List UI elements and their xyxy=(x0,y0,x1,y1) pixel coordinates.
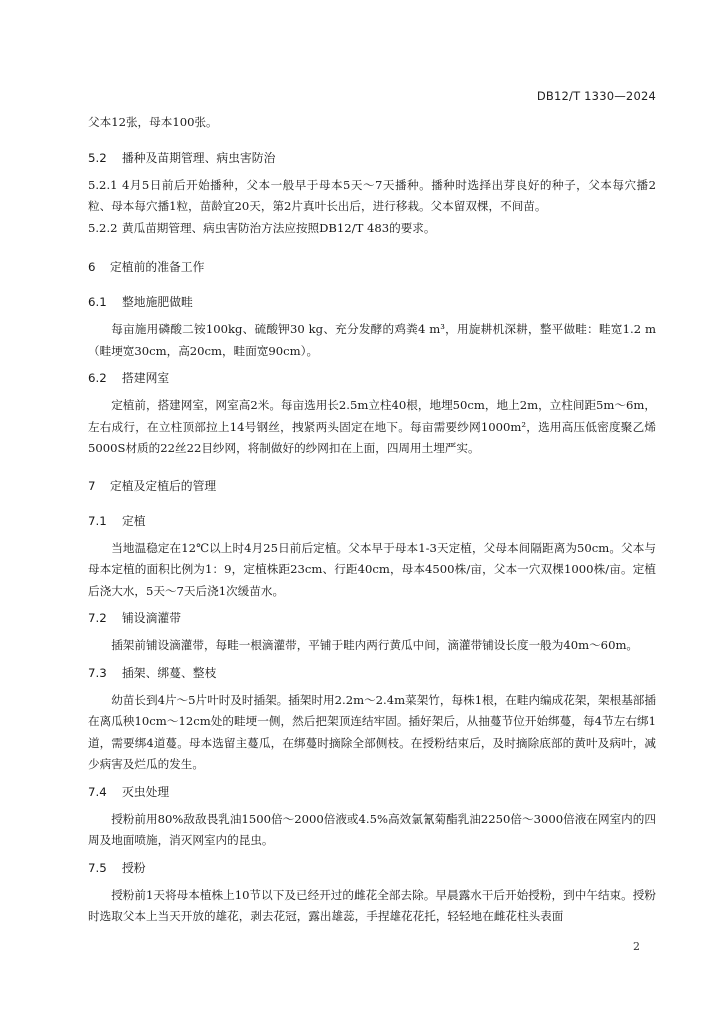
section-number: 6.1 xyxy=(88,295,107,309)
section-7-5-heading xyxy=(88,858,656,879)
clause-5-2-1 xyxy=(88,175,656,218)
paragraph-7-2: 插架前铺设滴灌带，每畦一根滴灌带，平铺于畦内两行黄瓜中间，滴灌带铺设长度一般为40m～60m。 xyxy=(111,638,639,652)
intro-paragraph: 父本12张，母本100张。 xyxy=(88,115,218,129)
section-title: 灭虫处理 xyxy=(122,784,170,799)
section-title: 搭建网室 xyxy=(122,371,170,385)
section-title: 授粉 xyxy=(122,860,146,875)
section-6-1-heading xyxy=(88,292,656,313)
paragraph-7-4: 授粉前用80%敌敌畏乳油1500倍～2000倍液或4.5%高效氯氰菊酯乳油2250倍～3000倍液在网室内的四周及地面喷施，消灭网室内的昆虫。 xyxy=(88,811,656,847)
section-title: 铺设滴灌带 xyxy=(122,611,181,625)
section-number: 5.2 xyxy=(88,150,107,165)
section-number: 7.2 xyxy=(88,611,107,625)
section-title: 插架、绑蔓、整枝 xyxy=(122,665,217,680)
section-number: 7.1 xyxy=(88,513,107,528)
clause-text: 黄瓜苗期管理、病虫害防治方法应按照DB12/T 483的要求。 xyxy=(122,220,436,235)
section-6-heading xyxy=(88,257,656,278)
page-number: 2 xyxy=(633,940,640,953)
paragraph-7-5: 授粉前1天将母本植株上10节以下及已经开过的雌花全部去除。早晨露水干后开始授粉，到中午结束。授粉时选取父本上当天开放的雄花，剥去花冠，露出雄蕊，手捏雄花花托，轻轻地在雌花柱头表面 xyxy=(88,887,656,923)
clause-number: 5.2.2 xyxy=(88,220,118,235)
section-title: 整地施肥做畦 xyxy=(122,295,193,309)
section-number: 7 xyxy=(88,478,96,493)
section-7-2-heading xyxy=(88,608,656,629)
section-7-heading xyxy=(88,476,656,497)
section-7-4-heading xyxy=(88,782,656,803)
document-id-header: DB12/T 1330—2024 xyxy=(536,89,656,103)
paragraph-7-3: 幼苗长到4片～5片叶时及时插架。插架时用2.2m～2.4m菜架竹，每株1根，在畦内编成花架，架根基部插在离瓜秧10cm～12cm处的畦埂一侧，然后把架顶连结牢固。插好架后，从抽蔓节位开始绑蔓，每4节左右绑1道，需要绑4道蔓。母本选留主蔓瓜，在绑蔓时摘除全部侧枝。在授粉结束后，及时摘除底部的黄叶及病叶，减少病害及烂瓜的发生。 xyxy=(88,692,656,771)
section-number: 7.5 xyxy=(88,860,107,875)
section-title: 定植及定植后的管理 xyxy=(110,478,217,493)
section-number: 6 xyxy=(88,260,96,274)
section-title: 定植前的准备工作 xyxy=(110,260,205,274)
paragraph-6-2: 定植前，搭建网室，网室高2米。每亩选用长2.5m立柱40根，地埋50cm，地上2m，立柱间距5m～6m，左右成行，在立柱顶部拉上14号钢丝，拽紧两头固定在地下。每亩需要纱网1000m²，选用高压低密度聚乙烯5000S材质的22丝22目纱网，将制做好的纱网扣在上面，四周用土埋严实。 xyxy=(88,398,656,455)
section-number: 7.3 xyxy=(88,665,107,680)
section-title: 定植 xyxy=(122,513,146,528)
section-6-2-heading xyxy=(88,368,656,389)
section-7-3-heading xyxy=(88,663,656,684)
document-body xyxy=(88,112,656,928)
section-number: 6.2 xyxy=(88,371,107,385)
paragraph-7-1: 当地温稳定在12℃以上时4月25日前后定植。父本早于母本1-3天定植，父母本间隔距离为50cm。父本与母本定植的面积比例为1：9，定植株距23cm、行距40cm，母本4500株/亩，父本一穴双棵1000株/亩。定植后浇大水，5天～7天后浇1次缓苗水。 xyxy=(88,540,656,598)
section-7-1-heading xyxy=(88,511,656,532)
clause-text: 4月5日前后开始播种，父本一般早于母本5天～7天播种。播种时选择出芽良好的种子，父本每穴播2粒、母本每穴播1粒，苗龄宜20天，第2片真叶长出后，进行移栽。父本留双棵，不间苗。 xyxy=(88,177,656,213)
paragraph-6-1: 每亩施用磷酸二铵100kg、硫酸钾30 kg、充分发酵的鸡粪4 m³，用旋耕机深耕，整平做畦：畦宽1.2 m（畦埂宽30cm，高20cm，畦面宽90cm）。 xyxy=(88,322,656,358)
clause-number: 5.2.1 xyxy=(88,177,118,192)
section-number: 7.4 xyxy=(88,784,107,799)
section-title: 播种及苗期管理、病虫害防治 xyxy=(122,150,276,165)
clause-5-2-2 xyxy=(88,218,656,240)
section-5-2-heading xyxy=(88,148,656,169)
